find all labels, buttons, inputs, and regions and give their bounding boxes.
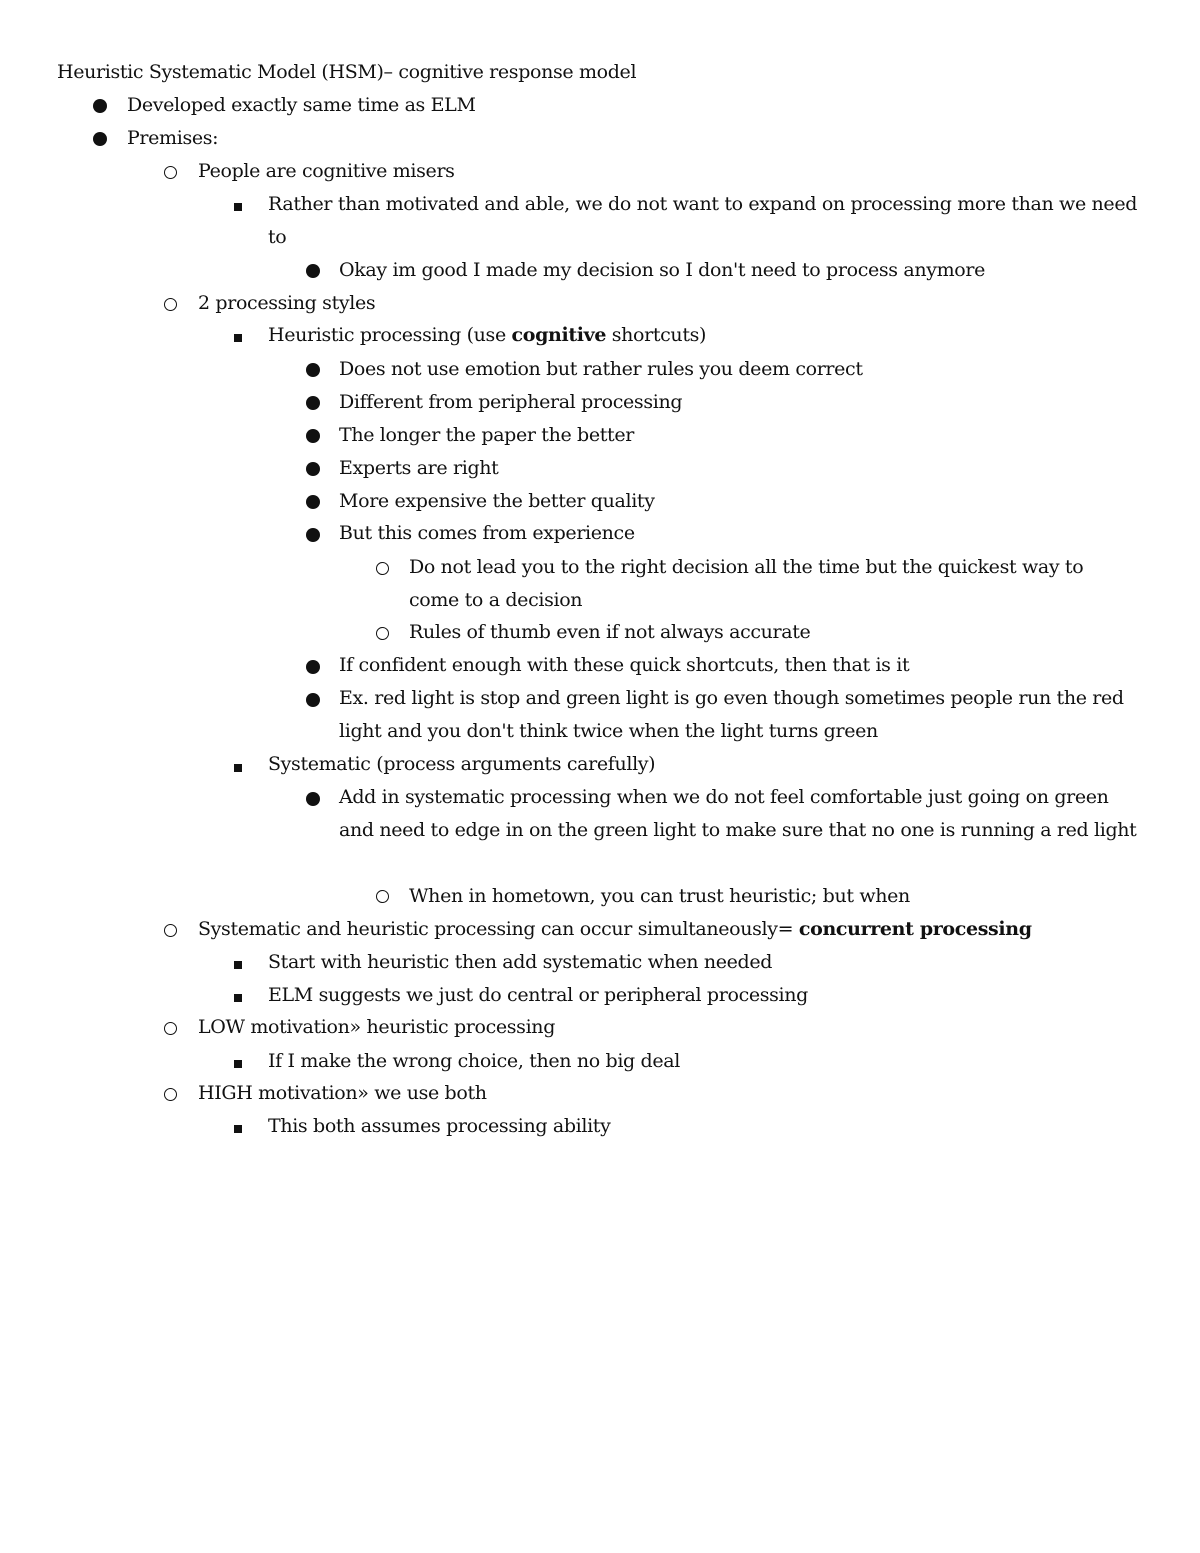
square-bullet-icon — [234, 203, 242, 211]
list-item: Ex. red light is stop and green light is go even though sometimes people run the red light and you don't think twice when the light turns green — [339, 687, 1124, 742]
square-bullet-icon — [234, 1060, 242, 1068]
heuristic-text: Heuristic processing (use — [268, 324, 512, 346]
circle-bullet-icon — [164, 1022, 177, 1035]
list-item: Different from peripheral processing — [339, 391, 683, 413]
disc-bullet-icon — [93, 99, 107, 113]
list-item: People are cognitive misers — [198, 160, 455, 182]
list-item: ELM suggests we just do central or peripheral processing — [268, 984, 808, 1006]
heuristic-bold-text: cognitive — [511, 324, 607, 346]
list-item: Systematic (process arguments carefully) — [268, 753, 656, 775]
list-item: But this comes from experience — [339, 522, 635, 544]
list-item: Okay im good I made my decision so I don't need to process anymore — [339, 259, 986, 281]
list-item: If I make the wrong choice, then no big deal — [268, 1050, 680, 1072]
disc-bullet-icon — [306, 660, 320, 674]
list-item: HIGH motivation» we use both — [198, 1082, 487, 1104]
square-bullet-icon — [234, 1125, 242, 1133]
list-item: If confident enough with these quick shortcuts, then that is it — [339, 654, 910, 676]
square-bullet-icon — [234, 334, 242, 342]
list-item: Do not lead you to the right decision all the time but the quickest way to come to a decision — [409, 556, 1084, 611]
square-bullet-icon — [234, 961, 242, 969]
list-item: Rules of thumb even if not always accurate — [409, 621, 811, 643]
disc-bullet-icon — [306, 396, 320, 410]
circle-bullet-icon — [164, 1088, 177, 1101]
list-item: Experts are right — [339, 457, 499, 479]
disc-bullet-icon — [306, 528, 320, 542]
concurrent-text: Systematic and heuristic processing can occur simultaneously= — [198, 918, 799, 940]
disc-bullet-icon — [306, 462, 320, 476]
list-item — [198, 913, 1032, 946]
list-item: Rather than motivated and able, we do not want to expand on processing more than we need to — [268, 193, 1138, 248]
circle-bullet-icon — [164, 924, 177, 937]
list-item: When in hometown, you can trust heuristic; but when — [409, 885, 910, 907]
circle-bullet-icon — [376, 627, 389, 640]
list-item: Does not use emotion but rather rules you deem correct — [339, 358, 863, 380]
circle-bullet-icon — [164, 298, 177, 311]
square-bullet-icon — [234, 994, 242, 1002]
list-item: The longer the paper the better — [339, 424, 634, 446]
circle-bullet-icon — [376, 890, 389, 903]
list-item: Developed exactly same time as ELM — [127, 94, 476, 116]
square-bullet-icon — [234, 764, 242, 772]
circle-bullet-icon — [376, 562, 389, 575]
list-item: Start with heuristic then add systematic when needed — [268, 951, 773, 973]
list-item: Add in systematic processing when we do not feel comfortable just going on green and need to edge in on the green light to make sure that no one is running a red light — [339, 786, 1137, 841]
circle-bullet-icon — [164, 166, 177, 179]
disc-bullet-icon — [306, 792, 320, 806]
disc-bullet-icon — [306, 264, 320, 278]
list-item: Premises: — [127, 127, 219, 149]
disc-bullet-icon — [306, 693, 320, 707]
list-item: LOW motivation» heuristic processing — [198, 1016, 556, 1038]
disc-bullet-icon — [306, 495, 320, 509]
concurrent-bold-text: concurrent processing — [798, 918, 1032, 940]
disc-bullet-icon — [93, 132, 107, 146]
list-item: This both assumes processing ability — [268, 1115, 611, 1137]
disc-bullet-icon — [306, 429, 320, 443]
heuristic-text-end: shortcuts) — [606, 324, 707, 346]
page-title: Heuristic Systematic Model (HSM)– cognitive response model — [57, 61, 637, 83]
list-item — [268, 319, 706, 352]
list-item: 2 processing styles — [198, 292, 376, 314]
disc-bullet-icon — [306, 363, 320, 377]
list-item: More expensive the better quality — [339, 490, 655, 512]
